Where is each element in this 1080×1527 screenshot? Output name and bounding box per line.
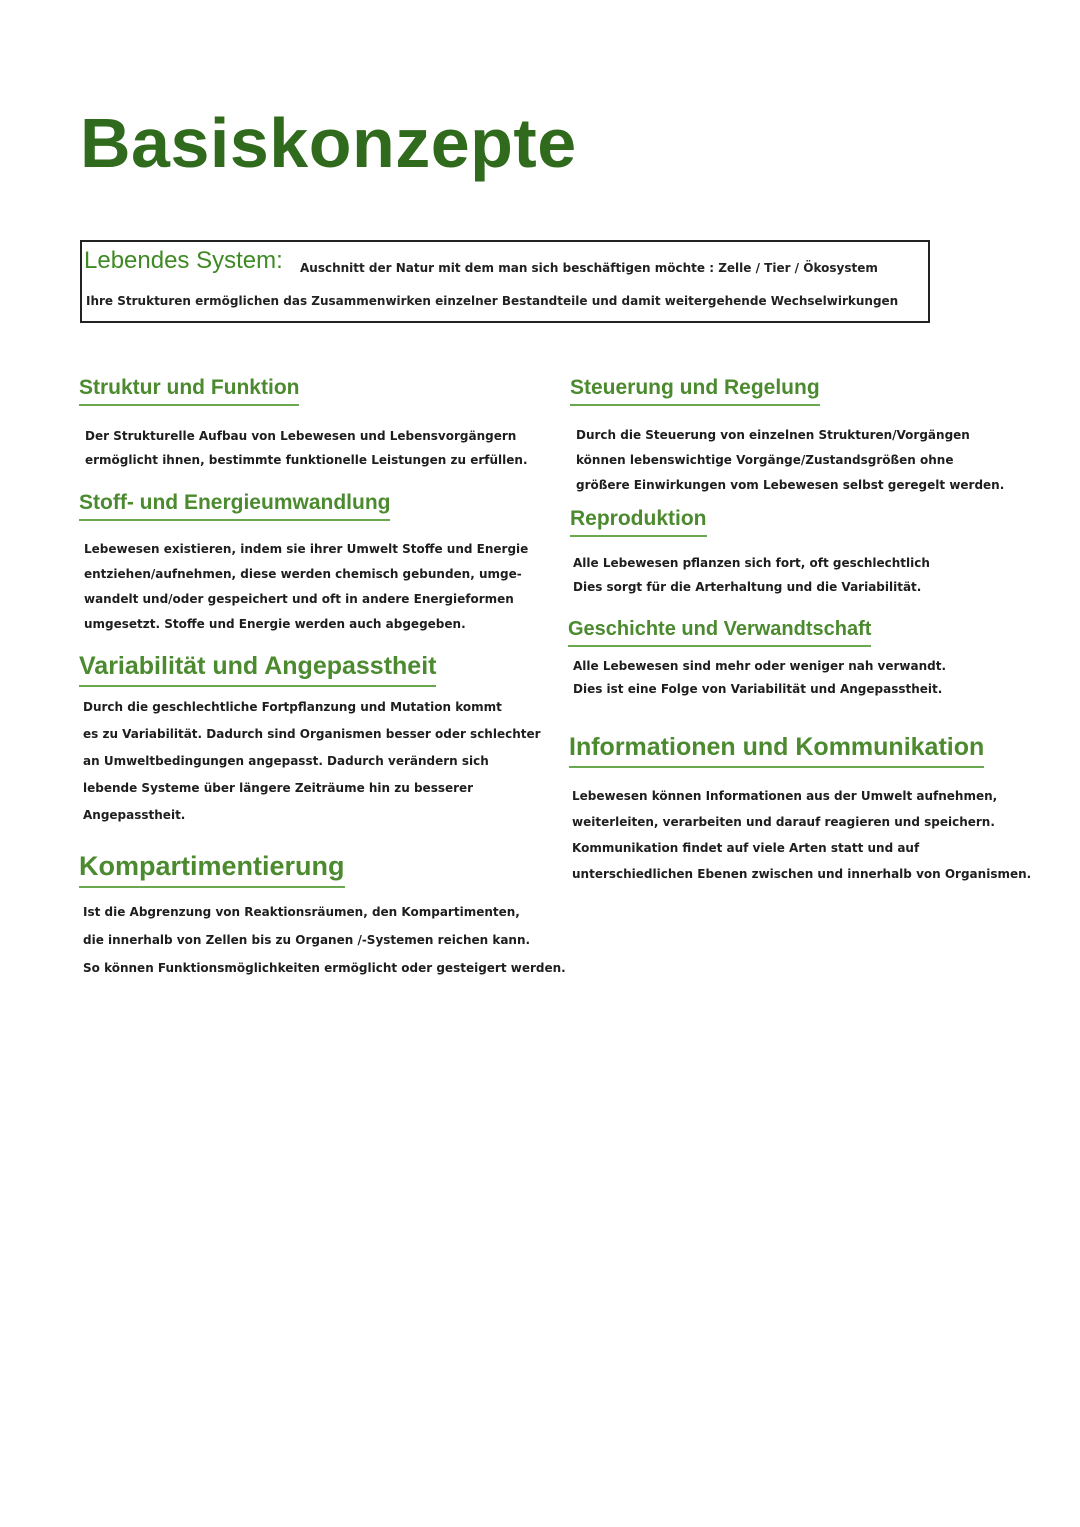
living-system-definition: Auschnitt der Natur mit dem man sich beschäftigen möchte : Zelle / Tier / Ökosystem — [300, 261, 878, 275]
text-line: lebende Systeme über längere Zeiträume hin zu besserer — [83, 781, 474, 795]
text-line: größere Einwirkungen vom Lebewesen selbst geregelt werden. — [576, 478, 1005, 492]
text-line: es zu Variabilität. Dadurch sind Organismen besser oder schlechter — [83, 727, 541, 741]
text-geschichte-verwandtschaft — [573, 655, 946, 701]
text-line: weiterleiten, verarbeiten und darauf reagieren und speichern. — [572, 815, 995, 829]
text-line: umgesetzt. Stoffe und Energie werden auch abgegeben. — [84, 617, 466, 631]
text-line: Angepasstheit. — [83, 808, 186, 822]
text-kompartimentierung — [83, 898, 566, 982]
text-line: wandelt und/oder gespeichert und oft in andere Energieformen — [84, 592, 514, 606]
text-line: an Umweltbedingungen angepasst. Dadurch verändern sich — [83, 754, 489, 768]
text-line: die innerhalb von Zellen bis zu Organen /-Systemen reichen kann. — [83, 933, 531, 947]
living-system-box — [80, 240, 930, 323]
text-line: Lebewesen können Informationen aus der Umwelt aufnehmen, — [572, 789, 998, 803]
text-line: Ist die Abgrenzung von Reaktionsräumen, den Kompartimenten, — [83, 905, 520, 919]
heading-kompartimentierung: Kompartimentierung — [79, 851, 345, 888]
text-line: entziehen/aufnehmen, diese werden chemisch gebunden, umge- — [84, 567, 522, 581]
text-line: Alle Lebewesen sind mehr oder weniger nah verwandt. — [573, 659, 947, 673]
text-struktur-funktion — [85, 424, 528, 472]
text-stoff-energie — [84, 537, 528, 637]
text-line: Dies sorgt für die Arterhaltung und die Variabilität. — [573, 580, 922, 594]
text-informationen-kommunikation — [572, 783, 1031, 887]
heading-steuerung-regelung: Steuerung und Regelung — [570, 376, 820, 406]
heading-geschichte-verwandtschaft: Geschichte und Verwandtschaft — [568, 618, 871, 647]
heading-variabilitaet: Variabilität und Angepasstheit — [79, 652, 436, 687]
text-variabilitaet — [83, 694, 541, 829]
text-line: So können Funktionsmöglichkeiten ermöglicht oder gesteigert werden. — [83, 961, 566, 975]
text-line: Durch die geschlechtliche Fortpflanzung und Mutation kommt — [83, 700, 502, 714]
living-system-heading: Lebendes System: — [84, 247, 283, 274]
heading-reproduktion: Reproduktion — [570, 507, 707, 537]
living-system-description: Ihre Strukturen ermöglichen das Zusammenwirken einzelner Bestandteile und damit weitergehende Wechselwirkungen — [86, 294, 899, 308]
text-steuerung-regelung — [576, 423, 1004, 498]
text-line: Alle Lebewesen pflanzen sich fort, oft geschlechtlich — [573, 556, 930, 570]
heading-stoff-energie: Stoff- und Energieumwandlung — [79, 491, 390, 521]
text-line: Durch die Steuerung von einzelnen Strukturen/Vorgängen — [576, 428, 970, 442]
page-title: Basiskonzepte — [80, 104, 577, 182]
text-line: Kommunikation findet auf viele Arten statt und auf — [572, 841, 920, 855]
text-line: Der Strukturelle Aufbau von Lebewesen und Lebensvorgängern — [85, 429, 517, 443]
text-reproduktion — [573, 551, 930, 599]
heading-struktur-funktion: Struktur und Funktion — [79, 376, 299, 406]
text-line: Lebewesen existieren, indem sie ihrer Umwelt Stoffe und Energie — [84, 542, 529, 556]
text-line: können lebenswichtige Vorgänge/Zustandsgrößen ohne — [576, 453, 954, 467]
text-line: unterschiedlichen Ebenen zwischen und innerhalb von Organismen. — [572, 867, 1032, 881]
text-line: ermöglicht ihnen, bestimmte funktionelle Leistungen zu erfüllen. — [85, 453, 528, 467]
text-line: Dies ist eine Folge von Variabilität und Angepasstheit. — [573, 682, 943, 696]
heading-informationen-kommunikation: Informationen und Kommunikation — [569, 733, 984, 768]
